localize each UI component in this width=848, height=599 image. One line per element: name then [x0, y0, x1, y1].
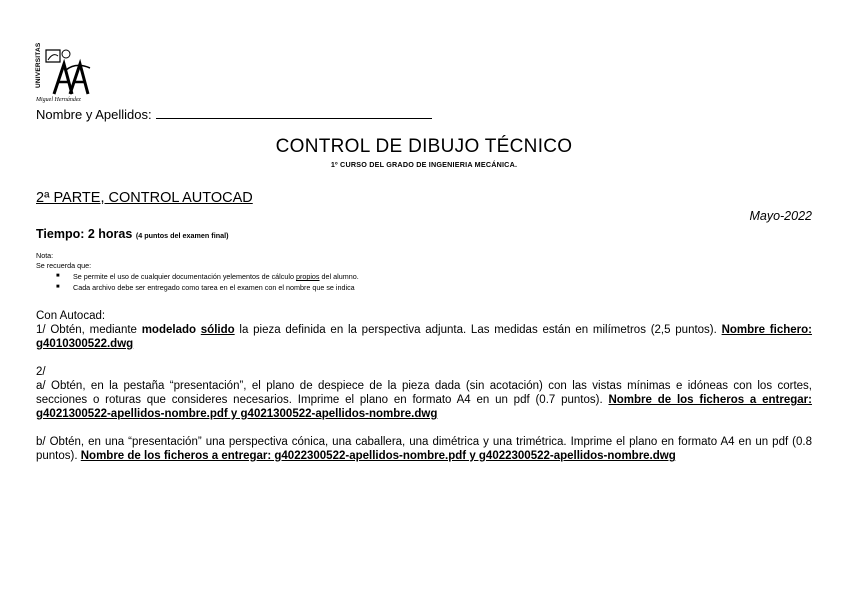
q1-text: 1/ Obtén, mediante modelado sólido la pieza definida en la perspectiva adjunta. Las medidas están en milímetros (2,5 puntos). Nombre fichero: g4010300522.dwg — [36, 324, 812, 350]
time-line — [36, 227, 228, 241]
exam-date: Mayo-2022 — [749, 209, 812, 223]
note-item: ■ Cada archivo debe ser entregado como tarea en el examen con el nombre que se indica — [56, 283, 355, 292]
logo-mark-icon — [44, 48, 94, 98]
q2a-filenames: Nombre de los ficheros a entregar: g4021300522-apellidos-nombre.pdf y g4021300522-apellidos-nombre.dwg — [36, 394, 812, 420]
note-list — [36, 271, 359, 293]
question-2 — [36, 365, 812, 421]
bullet-icon: ■ — [56, 284, 60, 290]
time-label: Tiempo: 2 horas — [36, 227, 133, 241]
page-title: CONTROL DE DIBUJO TÉCNICO — [275, 136, 573, 157]
q1-heading: Con Autocad: — [36, 310, 106, 322]
question-2b — [36, 435, 812, 463]
bullet-icon: ■ — [56, 273, 60, 279]
note-intro: Se recuerda que: — [36, 261, 92, 270]
name-blank-line — [156, 107, 432, 119]
name-field — [36, 107, 432, 122]
note-item: ■ Se permite el uso de cualquier documentación yelementos de cálculo propios del alumno. — [56, 272, 359, 281]
note-label: Nota: — [36, 251, 54, 260]
logo-signature: Miguel Hernández — [36, 97, 81, 103]
q2a-text: a/ Obtén, en la pestaña “presentación”, el plano de despiece de la pieza dada (sin acotación) con las vistas mínimas e idóneas con los cortes, secciones o roturas que consideres necesarios. Imprime el plano en formato A4 en un pdf (0.7 puntos). Nombre de los ficheros a entregar: g4021300522-apellidos-nombre.pdf y g4021300522-apellidos-nombre.dwg — [36, 380, 812, 420]
q1-filename: Nombre fichero: g4010300522.dwg — [36, 324, 812, 350]
question-1 — [36, 309, 812, 351]
q2b-filenames: Nombre de los ficheros a entregar: g4022300522-apellidos-nombre.pdf y g4022300522-apellidos-nombre.dwg — [80, 450, 676, 462]
logo-vertical-text: UNIVERSITAS — [35, 42, 42, 88]
q2-heading: 2/ — [36, 366, 46, 378]
time-note: (4 puntos del examen final) — [135, 231, 229, 240]
note-block — [36, 251, 359, 293]
part-title: 2ª PARTE, CONTROL AUTOCAD — [36, 190, 253, 206]
name-label: Nombre y Apellidos: — [36, 107, 152, 122]
page-subtitle: 1º CURSO DEL GRADO DE INGENIERIA MECÁNICA. — [330, 160, 518, 169]
university-logo — [34, 42, 96, 106]
q2b-text: b/ Obtén, en una “presentación” una perspectiva cónica, una caballera, una dimétrica y una trimétrica. Imprime el plano en formato A4 en un pdf (0.8 puntos). Nombre de los ficheros a entregar: g4022300522-apellidos-nombre.pdf y g4022300522-apellidos-nombre.dwg — [36, 436, 812, 462]
